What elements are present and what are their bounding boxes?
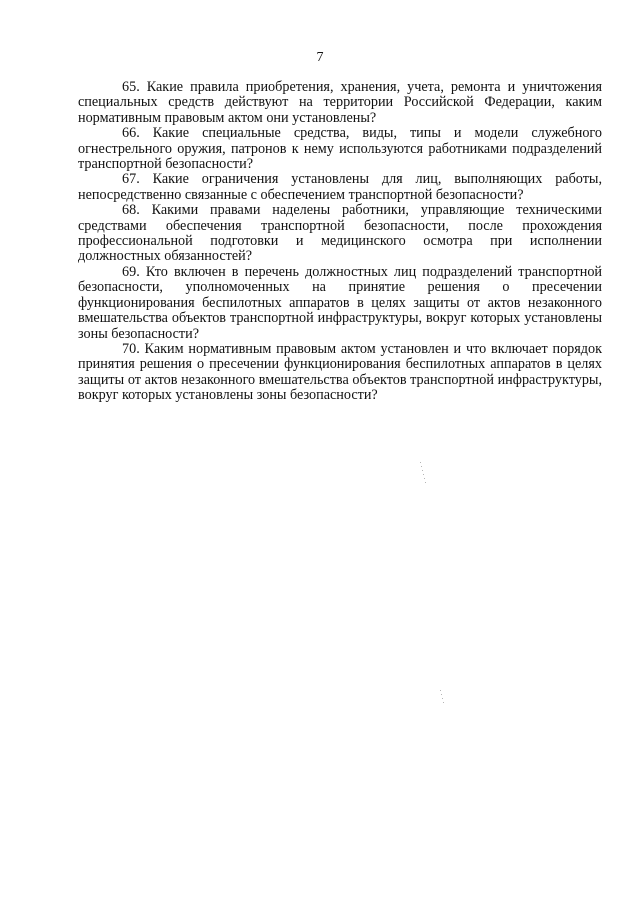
- scan-speck: [422, 470, 423, 471]
- question-68: 68. Какими правами наделены работники, управляющие техническими средствами обеспечения транспортной безопасности, после прохождения профессиональной подготовки и медицинского осмотра при исполнении должностных обязанностей?: [78, 202, 602, 265]
- scan-speck: [425, 482, 426, 483]
- scan-speck: [420, 462, 421, 463]
- page-number: 7: [316, 50, 324, 65]
- question-70: 70. Каким нормативным правовым актом установлен и что включает порядок принятия решения о пресечении функционирования беспилотных аппаратов в целях защиты от актов незаконного вмешательства объектов транспортной инфраструктуры, вокруг которых установлены зоны безопасности?: [78, 340, 602, 404]
- scan-speck: [442, 698, 443, 699]
- scan-speck: [421, 466, 422, 467]
- question-list: [78, 80, 602, 404]
- question-67: 67. Какие ограничения установлены для лиц, выполняющих работы, непосредственно связанные с обеспечением транспортной безопасности?: [78, 171, 602, 203]
- question-69: 69. Кто включен в перечень должностных лиц подразделений транспортной безопасности, уполномоченных на принятие решения о пресечении функционирования беспилотных аппаратов в целях защиты от актов незаконного вмешательства объектов транспортной инфраструктуры, вокруг которых установлены зоны безопасности?: [78, 263, 602, 342]
- scan-speck: [423, 474, 424, 475]
- scan-speck: [440, 690, 441, 691]
- scan-speck: [424, 478, 425, 479]
- scan-speck: [443, 702, 444, 703]
- question-66: 66. Какие специальные средства, виды, типы и модели служебного огнестрельного оружия, патронов к нему используются работниками подразделений транспортной безопасности?: [78, 125, 602, 173]
- scan-speck: [441, 694, 442, 695]
- question-65: 65. Какие правила приобретения, хранения, учета, ремонта и уничтожения специальных средств действуют на территории Российской Федерации, каким нормативным правовым актом они установлены?: [78, 79, 602, 126]
